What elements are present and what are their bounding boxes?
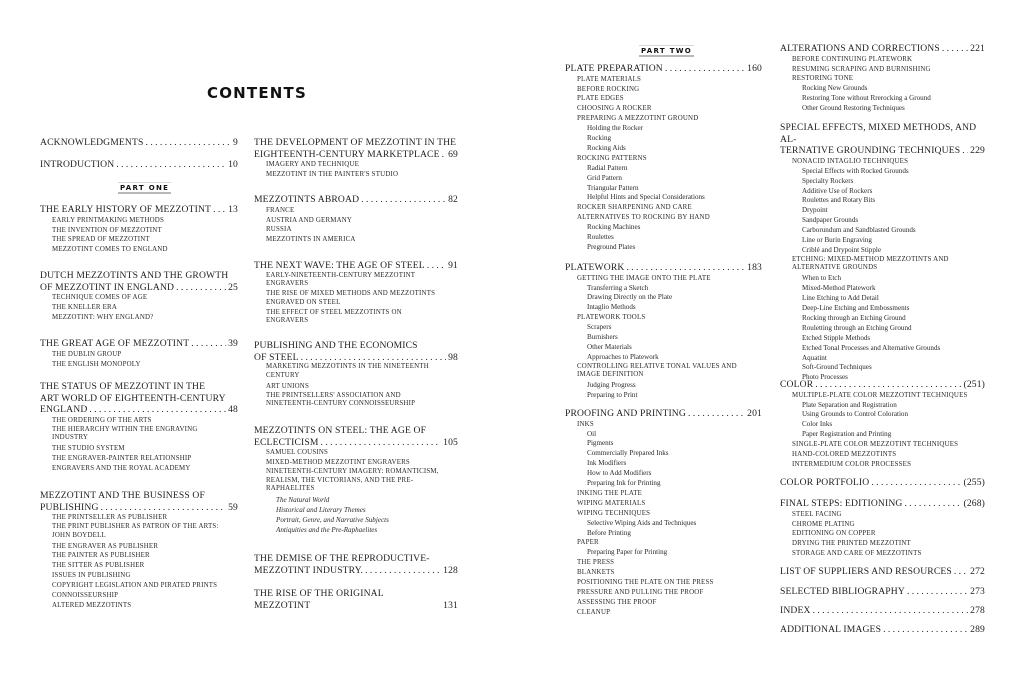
toc-subsubentry[interactable]: Historical and Literary Themes [276,506,366,515]
toc-chapter[interactable]: THE GREAT AGE OF MEZZOTINT . . . 39 THE DUBLIN GROUP THE ENGLISH MONOPOLY [40,338,238,369]
page-number: 273 [970,586,985,597]
toc-subsubentry[interactable]: Color Inks [802,420,833,429]
toc-chapter[interactable]: MEZZOTINTS ABROAD . . . 82 FRANCE AUSTRIA AND GERMANY RUSSIA MEZZOTINTS IN AMERICA [254,194,458,245]
page-number: 105 [443,436,458,448]
toc-subentry[interactable]: THE STUDIO SYSTEM [52,445,125,453]
toc-subentry[interactable]: BEFORE CONTINUING PLATEWORK [792,55,913,63]
toc-subsubentry[interactable]: Antiquities and the Pre-Raphaelites [276,526,378,535]
page-number: 48 [228,404,238,416]
toc-subsubentry[interactable]: Drawing Directly on the Plate [587,293,673,302]
toc-chapter[interactable]: THE DEVELOPMENT OF MEZZOTINT IN THE EIGHTEENTH-CENTURY MARKETPLACE . . . 69 IMAGERY AND TECHNIQUE MEZZOTINT IN THE PAINTER'S STUDIO [254,137,458,180]
toc-subentry[interactable]: THE RISE OF MIXED METHODS AND MEZZOTINTS ENGRAVED ON STEEL [266,290,436,306]
page-number: 128 [443,564,458,576]
toc-subentry[interactable]: THE ENGLISH MONOPOLY [52,360,141,368]
toc-subsubentry[interactable]: Using Grounds to Control Coloration [802,410,909,419]
toc-subsubentry[interactable]: Etched Tonal Processes and Alternative Grounds [802,343,941,352]
page-number: 39 [228,338,238,349]
toc-subsubentry[interactable]: Preparing to Print [587,391,638,400]
page-number: 289 [970,624,985,635]
toc-subsubentry[interactable]: When to Etch [802,274,842,283]
toc-subentry[interactable]: HAND-COLORED MEZZOTINTS [792,451,897,459]
toc-subentry[interactable]: THE PRINTSELLER AS PUBLISHER [52,514,168,522]
toc-subentry[interactable]: ISSUES IN PUBLISHING [52,572,131,580]
toc-subentry[interactable]: AUSTRIA AND GERMANY [266,216,353,224]
toc-subentry[interactable]: THE PRINT PUBLISHER AS PATRON OF THE ARTS: JOHN BOYDELL [52,523,219,539]
toc-chapter[interactable]: THE STATUS OF MEZZOTINT IN THE ART WORLD OF EIGHTEENTH-CENTURY ENGLAND . . . 48 THE ORDERING OF THE ARTS THE HIERARCHY WITHIN THE ENGRAVING INDUSTRY THE STUDIO SYSTEM THE ENGRAVER-PAINTER RELATIONSHIP ENGRAVERS AND THE ROYAL ACADEMY [40,381,238,474]
toc-subentry[interactable]: THE ENGRAVER AS PUBLISHER [52,542,159,550]
chapter-title-line: MEZZOTINT AND THE BUSINESS OF [40,490,205,501]
toc-chapter[interactable]: PUBLISHING AND THE ECONOMICS OF STEEL . . . 98 MARKETING MEZZOTINTS IN THE NINETEENTH CENTURY ART UNIONS THE PRINTSELLERS' ASSOCIATION AND NINETEENTH-CENTURY CONNOISSEURSHIP [254,340,458,410]
toc-subentry[interactable]: MARKETING MEZZOTINTS IN THE NINETEENTH CENTURY [266,363,429,379]
toc-chapter[interactable]: COLOR PORTFOLIO . . . (255) [780,477,985,489]
toc-subentry[interactable]: MEZZOTINT COMES TO ENGLAND [52,246,168,254]
toc-subentry[interactable]: STORAGE AND CARE OF MEZZOTINTS [792,550,922,558]
page-number: 69 [448,148,458,160]
toc-subsubentry[interactable]: The Natural World [276,496,330,505]
toc-subentry[interactable]: ALTERNATIVES TO ROCKING BY HAND [577,214,710,222]
toc-subsubentry[interactable]: Burnishers [587,333,618,342]
page-number: 183 [747,262,762,273]
toc-subentry[interactable]: CLEANUP [577,608,611,616]
toc-subsubentry[interactable]: Roulettes [587,233,614,242]
toc-chapter[interactable]: ALTERATIONS AND CORRECTIONS . . . 221 BEFORE CONTINUING PLATEWORK RESUMING SCRAPING AND BURNISHING RESTORING TONE Rocking New Grounds Restoring Tone without Rrerocking a Ground Other Ground Restoring Techniques [780,43,985,114]
toc-subsubentry[interactable]: Special Effects with Rocked Grounds [802,166,909,175]
toc-subentry[interactable]: FRANCE [266,206,295,214]
toc-subentry[interactable]: THE INVENTION OF MEZZOTINT [52,226,162,234]
toc-subsubentry[interactable]: Rocking [587,134,612,143]
toc-chapter[interactable]: PLATE PREPARATION . . . 160 PLATE MATERIALS BEFORE ROCKING PLATE EDGES CHOOSING A ROCKER PREPARING A MEZZOTINT GROUND Holding the Rocker Rocking Rocking Aids ROCKING PATTERNS Radial Pattern Grid Pattern Triangular Pattern Helpful Hints and Special Considerations ROCKER SHARPENING AND CARE ALTERNATIVES TO ROCKING BY HAND Rocking Machines Roulettes Preground Plates [565,63,762,253]
chapter-title-line: MEZZOTINTS ON STEEL: THE AGE OF [254,425,427,436]
toc-chapter[interactable]: SPECIAL EFFECTS, MIXED METHODS, AND AL- TERNATIVE GROUNDING TECHNIQUES . . . 229 NONACID INTAGLIO TECHNIQUES Special Effects with Rocked Grounds Specialty Rockers Additive Use of Rockers Roulettes and Rotary Bits Drypoint Sandpaper Grounds Carborundum and Sandblasted Grounds Line or Burin Engraving Criblé and Drypoint Stipple ETCHING: MIXED-METHOD MEZZOTINTS AND ALTERNATIVE GROUNDS When to Etch Mixed-Method Platework Line Etching to Add Detail Deep-Line Etching and Embossments Rocking through an Etching Ground Rouletting through an Etching Ground Etched Stipple Methods Etched Tonal Processes and Alternative Grounds Aquatint Soft-Ground Techniques Photo Processes [780,122,985,383]
toc-subentry[interactable]: GETTING THE IMAGE ONTO THE PLATE [577,274,711,282]
toc-subsubentry[interactable]: Aquatint [802,353,827,362]
contents-heading: CONTENTS [207,84,307,102]
toc-subentry[interactable]: ALTERED MEZZOTINTS [52,602,132,610]
part-one-label: PART ONE [120,184,170,192]
toc-subentry[interactable]: MEZZOTINT: WHY ENGLAND? [52,314,154,321]
toc-subentry[interactable]: CHROME PLATING [792,520,855,528]
toc-chapter[interactable]: FINAL STEPS: EDITIONING . . . (268) STEEL FACING CHROME PLATING EDITIONING ON COPPER DRYING THE PRINTED MEZZOTINT STORAGE AND CARE OF MEZZOTINTS [780,498,985,559]
toc-subentry[interactable]: CONTROLLING RELATIVE TONAL VALUES AND IMAGE DEFINITION [577,362,737,379]
chapter-title-line: PUBLISHING AND THE ECONOMICS [254,340,418,351]
toc-subsubentry[interactable]: Etched Stipple Methods [802,333,871,342]
toc-subsubentry[interactable]: Specialty Rockers [802,176,854,185]
page-number: 229 [970,145,985,157]
toc-entry-introduction[interactable]: INTRODUCTION . . . 10 [40,159,238,171]
toc-subsubentry[interactable]: Carborundum and Sandblasted Grounds [802,226,916,235]
toc-entry-acknowledgments[interactable]: ACKNOWLEDGMENTS . . . 9 [40,137,238,149]
page-number: (255) [963,477,985,488]
toc-chapter[interactable]: THE EARLY HISTORY OF MEZZOTINT . . . 13 EARLY PRINTMAKING METHODS THE INVENTION OF MEZZOTINT THE SPREAD OF MEZZOTINT MEZZOTINT COMES TO ENGLAND [40,204,238,255]
toc-entry-additional-images[interactable]: ADDITIONAL IMAGES . . . 289 [780,624,985,636]
toc-subsubentry[interactable]: Line or Burin Engraving [802,236,872,245]
toc-subentry[interactable]: NINETEENTH-CENTURY IMAGERY: ROMANTICISM, REALISM, THE VICTORIANS, AND THE PRE-RAPHAELITES [266,468,439,493]
toc-subentry[interactable]: PLATEWORK TOOLS [577,314,646,322]
chapter-title-line: THE STATUS OF MEZZOTINT IN THE [40,381,206,392]
toc-chapter[interactable]: DUTCH MEZZOTINTS AND THE GROWTH OF MEZZOTINT IN ENGLAND . . . 25 TECHNIQUE COMES OF AGE THE KNELLER ERA MEZZOTINT: WHY ENGLAND? [40,270,238,323]
toc-subentry[interactable]: PRESSURE AND PULLING THE PROOF [577,589,704,596]
toc-chapter[interactable]: THE DEMISE OF THE REPRODUCTIVE- MEZZOTINT INDUSTRY. . . . 128 [254,553,458,576]
toc-subsubentry[interactable]: Restoring Tone without Rrerocking a Ground [802,94,931,103]
page-number: 201 [747,408,762,419]
toc-subsubentry[interactable]: Grid Pattern [587,173,622,182]
toc-subentry[interactable]: ROCKING PATTERNS [577,154,647,162]
toc-subentry[interactable]: RESUMING SCRAPING AND BURNISHING [792,65,931,73]
toc-subsubentry[interactable]: Holding the Rocker [587,124,643,133]
toc-subentry[interactable]: EARLY-NINETEENTH-CENTURY MEZZOTINT ENGRAVERS [266,271,416,288]
toc-subentry[interactable]: TECHNIQUE COMES OF AGE [52,294,148,302]
toc-entry-bibliography[interactable]: SELECTED BIBLIOGRAPHY . . . 273 [780,586,985,598]
toc-subentry[interactable]: ETCHING: MIXED-METHOD MEZZOTINTS AND ALTERNATIVE GROUNDS [792,255,949,272]
toc-subsubentry[interactable]: Oil [587,429,597,438]
toc-subentry[interactable]: SAMUEL COUSINS [266,449,329,457]
page-number: (251) [963,379,985,390]
toc-subentry[interactable]: THE PRESS [577,559,615,567]
toc-entry-suppliers[interactable]: LIST OF SUPPLIERS AND RESOURCES . . . 272 [780,566,985,578]
toc-subentry[interactable]: STEEL FACING [792,510,842,518]
toc-subentry[interactable]: MEZZOTINTS IN AMERICA [266,236,356,244]
page-number: 82 [448,194,458,205]
chapter-title-line: SPECIAL EFFECTS, MIXED METHODS, AND AL- [780,122,977,145]
page-number: 278 [970,605,985,616]
toc-subsubentry[interactable]: Scrapers [587,323,612,332]
toc-subsubentry[interactable]: Additive Use of Rockers [802,186,873,195]
toc-chapter[interactable]: PLATEWORK . . . 183 GETTING THE IMAGE ONTO THE PLATE Transferring a Sketch Drawing Directly on the Plate Intaglio Methods PLATEWORK TOOLS Scrapers Burnishers Other Materials Approaches to Platework CONTROLLING RELATIVE TONAL VALUES AND IMAGE DEFINITION Judging Progress Preparing to Print [565,262,762,401]
toc-subentry[interactable]: DRYING THE PRINTED MEZZOTINT [792,540,911,548]
toc-subsubentry[interactable]: Rocking through an Etching Ground [802,313,906,322]
toc-subsubentry[interactable]: Helpful Hints and Special Considerations [587,193,705,202]
toc-subentry[interactable]: THE HIERARCHY WITHIN THE ENGRAVING INDUSTRY [52,425,198,442]
toc-subentry[interactable]: ASSESSING THE PROOF [577,598,657,606]
toc-subsubentry[interactable]: Soft-Ground Techniques [802,363,872,372]
chapter-title-line: THE DEMISE OF THE REPRODUCTIVE- [254,553,430,564]
toc-subsubentry[interactable]: Transferring a Sketch [587,283,649,292]
toc-subsubentry[interactable]: Roulettes and Rotary Bits [802,196,876,205]
toc-subsubentry[interactable]: Triangular Pattern [587,183,639,192]
toc-subsubentry[interactable]: Rocking Machines [587,223,641,232]
toc-subentry[interactable]: PREPARING A MEZZOTINT GROUND [577,115,699,123]
toc-subentry[interactable]: POSITIONING THE PLATE ON THE PRESS [577,579,714,587]
toc-subsubentry[interactable]: Judging Progress [587,381,636,390]
toc-chapter[interactable]: THE RISE OF THE ORIGINAL MEZZOTINT 131 [254,588,458,611]
toc-subentry[interactable]: INKS [577,420,594,428]
page-number: 10 [228,159,238,170]
toc-subentry[interactable]: PLATE EDGES [577,95,624,103]
toc-subentry[interactable]: THE DUBLIN GROUP [52,350,122,358]
toc-subsubentry[interactable]: Rocking Aids [587,143,626,152]
toc-subsubentry[interactable]: Portrait, Genre, and Narrative Subjects [276,516,389,525]
page-number: (268) [963,498,985,509]
toc-subsubentry[interactable]: Other Ground Restoring Techniques [802,104,905,113]
toc-subsubentry[interactable]: Intaglio Methods [587,303,636,312]
page-number: 98 [448,351,458,363]
page-number: 13 [228,204,238,215]
toc-subsubentry[interactable]: Paper Registration and Printing [802,430,892,439]
toc-subentry[interactable]: IMAGERY AND TECHNIQUE [266,161,360,169]
toc-subsubentry[interactable]: Sandpaper Grounds [802,216,859,225]
toc-subsubentry[interactable]: Preparing Ink for Printing [587,479,661,488]
page-number: 272 [970,566,985,577]
toc-subentry[interactable]: RESTORING TONE [792,75,854,83]
toc-subsubentry[interactable]: Photo Processes [802,373,848,382]
toc-chapter[interactable]: COLOR . . . (251) MULTIPLE-PLATE COLOR MEZZOTINT TECHNIQUES Plate Separation and Registration Using Grounds to Control Coloration Color Inks Paper Registration and Printing SINGLE-PLATE COLOR MEZZOTINT TECHNIQUES HAND-COLORED MEZZOTINTS INTERMEDIUM COLOR PROCESSES [780,379,985,470]
toc-subentry[interactable]: SINGLE-PLATE COLOR MEZZOTINT TECHNIQUES [792,441,959,449]
chapter-title-line: DUTCH MEZZOTINTS AND THE GROWTH [40,270,229,281]
toc-subentry[interactable]: THE EFFECT OF STEEL MEZZOTINTS ON ENGRAVERS [266,308,402,325]
toc-subsubentry[interactable]: Drypoint [802,206,828,215]
toc-subentry[interactable]: THE KNELLER ERA [52,304,118,312]
toc-chapter[interactable]: MEZZOTINTS ON STEEL: THE AGE OF ECLECTICISM . . . 105 SAMUEL COUSINS MIXED-METHOD MEZZOTINT ENGRAVERS NINETEENTH-CENTURY IMAGERY: ROMANTICISM, REALISM, THE VICTORIANS, AND THE PRE-RAPHAELITES The Natural World Historical and Literary Themes Portrait, Genre, and Narrative Subjects Antiquities and the Pre-Raphaelites [254,425,458,535]
toc-subsubentry[interactable]: Selective Wiping Aids and Techniques [587,518,697,527]
toc-subsubentry[interactable]: Plate Separation and Registration [802,400,897,409]
toc-subentry[interactable]: PAPER [577,539,599,547]
page-number: 131 [443,599,458,611]
page-number: 160 [747,63,762,74]
toc-subsubentry[interactable]: Commercially Prepared Inks [587,449,669,458]
toc-subsubentry[interactable]: Deep-Line Etching and Embossments [802,304,910,313]
toc-subentry[interactable]: PLATE MATERIALS [577,75,642,83]
toc-subentry[interactable]: MULTIPLE-PLATE COLOR MEZZOTINT TECHNIQUES [792,391,968,399]
page-number: 91 [448,260,458,271]
toc-subentry[interactable]: EARLY PRINTMAKING METHODS [52,216,165,224]
part-two-label: PART TWO [641,47,693,55]
toc-subentry[interactable]: THE ENGRAVER-PAINTER RELATIONSHIP [52,455,192,463]
toc-subentry[interactable]: COPYRIGHT LEGISLATION AND PIRATED PRINTS [52,582,218,590]
toc-chapter[interactable]: PROOFING AND PRINTING . . . 201 INKS Oil Pigments Commercially Prepared Inks Ink Modifiers How to Add Modifiers Preparing Ink for Printing INKING THE PLATE WIPING MATERIALS WIPING TECHNIQUES Selective Wiping Aids and Techniques Before Printing PAPER Preparing Paper for Printing THE PRESS BLANKETS POSITIONING THE PLATE ON THE PRESS PRESSURE AND PULLING THE PROOF ASSESSING THE PROOF CLEANUP [565,408,762,618]
toc-subentry[interactable]: MEZZOTINT IN THE PAINTER'S STUDIO [266,171,399,179]
toc-subentry[interactable]: RUSSIA [266,226,292,234]
page-number: 59 [228,501,238,513]
toc-subsubentry[interactable]: Criblé and Drypoint Stipple [802,245,882,254]
right-page [512,0,1024,683]
toc-chapter[interactable]: THE NEXT WAVE: THE AGE OF STEEL . . . 91 EARLY-NINETEENTH-CENTURY MEZZOTINT ENGRAVERS THE RISE OF MIXED METHODS AND MEZZOTINTS ENGRAVED ON STEEL THE EFFECT OF STEEL MEZZOTINTS ON ENGRAVERS [254,260,458,327]
toc-subsubentry[interactable]: Other Materials [587,342,632,351]
toc-subentry[interactable]: THE ORDERING OF THE ARTS [52,416,152,424]
toc-subentry[interactable]: NONACID INTAGLIO TECHNIQUES [792,157,909,165]
toc-subentry[interactable]: WIPING MATERIALS [577,499,646,507]
toc-subsubentry[interactable]: Approaches to Platework [587,352,659,361]
toc-subentry[interactable]: CHOOSING A ROCKER [577,105,652,113]
page-number: 9 [233,137,238,148]
chapter-title-line: ART WORLD OF EIGHTEENTH-CENTURY [40,392,226,404]
toc-subentry[interactable]: THE PRINTSELLERS' ASSOCIATION AND NINETEENTH-CENTURY CONNOISSEURSHIP [266,391,416,408]
toc-subentry[interactable]: THE SPREAD OF MEZZOTINT [52,236,150,244]
toc-subsubentry[interactable]: Rocking New Grounds [802,84,868,93]
toc-subentry[interactable]: INTERMEDIUM COLOR PROCESSES [792,460,912,468]
page-number: 221 [970,43,985,54]
page-number: 25 [228,281,238,293]
toc-subentry[interactable]: ENGRAVERS AND THE ROYAL ACADEMY [52,464,191,472]
toc-entry-index[interactable]: INDEX . . . 278 [780,605,985,617]
toc-subsubentry[interactable]: How to Add Modifiers [587,469,652,478]
toc-subentry[interactable]: CONNOISSEURSHIP [52,592,119,600]
toc-subentry[interactable]: MIXED-METHOD MEZZOTINT ENGRAVERS [266,459,410,467]
toc-subentry[interactable]: BEFORE ROCKING [577,85,640,93]
toc-subentry[interactable]: THE PAINTER AS PUBLISHER [52,552,150,560]
toc-subsubentry[interactable]: Rouletting through an Etching Ground [802,323,912,332]
toc-subsubentry[interactable]: Preground Plates [587,243,636,251]
toc-subentry[interactable]: BLANKETS [577,569,615,577]
toc-subentry[interactable]: THE SITTER AS PUBLISHER [52,562,145,570]
toc-subentry[interactable]: ART UNIONS [266,382,309,390]
toc-subsubentry[interactable]: Pigments [587,439,614,448]
toc-subsubentry[interactable]: Before Printing [587,528,631,537]
toc-subsubentry[interactable]: Ink Modifiers [587,459,627,468]
toc-subsubentry[interactable]: Radial Pattern [587,163,628,172]
toc-subsubentry[interactable]: Mixed-Method Platework [802,284,876,293]
toc-subentry[interactable]: ROCKER SHARPENING AND CARE [577,204,692,212]
toc-subentry[interactable]: EDITIONING ON COPPER [792,530,876,538]
chapter-title-line: THE DEVELOPMENT OF MEZZOTINT IN THE [254,137,457,148]
toc-subentry[interactable]: INKING THE PLATE [577,489,643,497]
toc-subsubentry[interactable]: Line Etching to Add Detail [802,294,879,303]
toc-subsubentry[interactable]: Preparing Paper for Printing [587,548,668,557]
toc-subentry[interactable]: WIPING TECHNIQUES [577,509,651,517]
toc-chapter[interactable]: MEZZOTINT AND THE BUSINESS OF PUBLISHING . . . 59 THE PRINTSELLER AS PUBLISHER THE PRINT PUBLISHER AS PATRON OF THE ARTS: JOHN BOYDELL THE ENGRAVER AS PUBLISHER THE PAINTER AS PUBLISHER THE SITTER AS PUBLISHER ISSUES IN PUBLISHING COPYRIGHT LEGISLATION AND PIRATED PRINTS CONNOISSEURSHIP ALTERED MEZZOTINTS [40,490,238,611]
